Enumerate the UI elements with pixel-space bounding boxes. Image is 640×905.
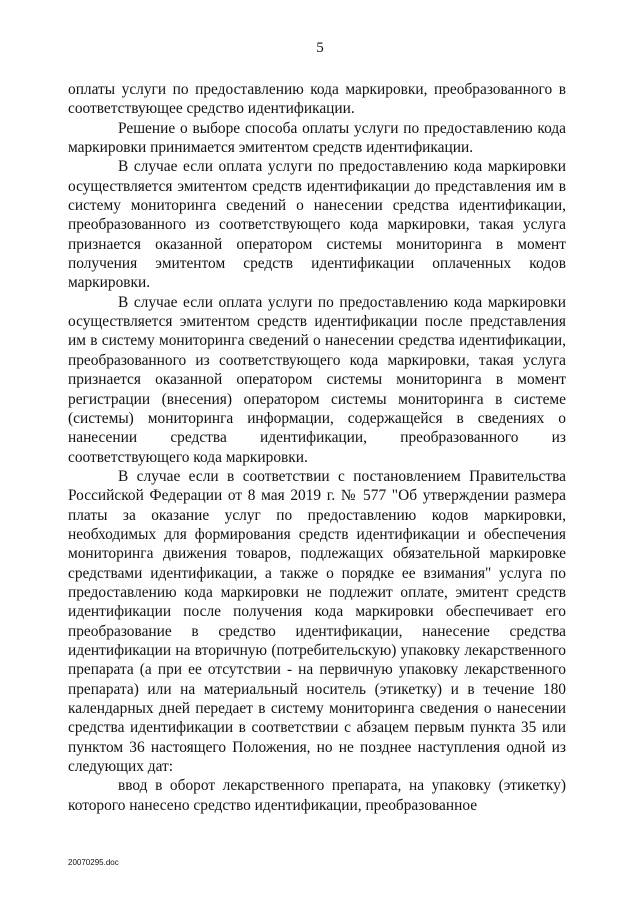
paragraph: В случае если оплата услуги по предоставлению кода маркировки осуществляется эмитентом средств идентификации до представления им в систему мониторинга сведений о нанесении средства идентификации, преобразованного из соответствующего кода маркировки, такая услуга признается оказанной оператором системы мониторинга в момент получения эмитентом средств идентификации оплаченных кодов маркировки. bbox=[68, 158, 566, 292]
paragraph: ввод в оборот лекарственного препарата, на упаковку (этикетку) которого нанесено средство идентификации, преобразованное bbox=[68, 777, 566, 814]
paragraph: оплаты услуги по предоставлению кода маркировки, преобразованного в соответствующее средство идентификации. bbox=[68, 81, 566, 118]
page-number: 5 bbox=[316, 40, 324, 56]
paragraph: В случае если оплата услуги по предоставлению кода маркировки осуществляется эмитентом средств идентификации после представления им в систему мониторинга сведений о нанесении средства идентификации, преобразованного из соответствующего кода маркировки, такая услуга признается оказанной оператором системы мониторинга в момент регистрации (внесения) оператором системы мониторинга в системе (системы) мониторинга информации, содержащейся в сведениях о нанесении средства идентификации, преобразованного из соответствующего кода маркировки. bbox=[68, 293, 566, 466]
paragraph: Решение о выборе способа оплаты услуги по предоставлению кода маркировки принимается эмитентом средств идентификации. bbox=[68, 119, 566, 157]
document-body bbox=[68, 80, 566, 815]
footer-filename: 20070295.doc bbox=[68, 858, 119, 867]
paragraph: В случае если в соответствии с постановлением Правительства Российской Федерации от 8 мая 2019 г. № 577 "Об утверждении размера платы за оказание услуг по предоставлению кодов маркировки, необходимых для формирования средств идентификации и обеспечения мониторинга движения товаров, подлежащих обязательной маркировке средствами идентификации, а также о порядке ее взимания" услуга по предоставлению кода маркировки не подлежит оплате, эмитент средств идентификации после получения кода маркировки обеспечивает его преобразование в средство идентификации, нанесение средства идентификации на вторичную (потребительскую) упаковку лекарственного препарата (а при ее отсутствии - на первичную упаковку лекарственного препарата) или на материальный носитель (этикетку) и в течение 180 календарных дней передает в систему мониторинга сведения о нанесении средства идентификации в соответствии с абзацем первым пункта 35 или пунктом 36 настоящего Положения, но не позднее наступления одной из следующих дат: bbox=[68, 467, 566, 776]
